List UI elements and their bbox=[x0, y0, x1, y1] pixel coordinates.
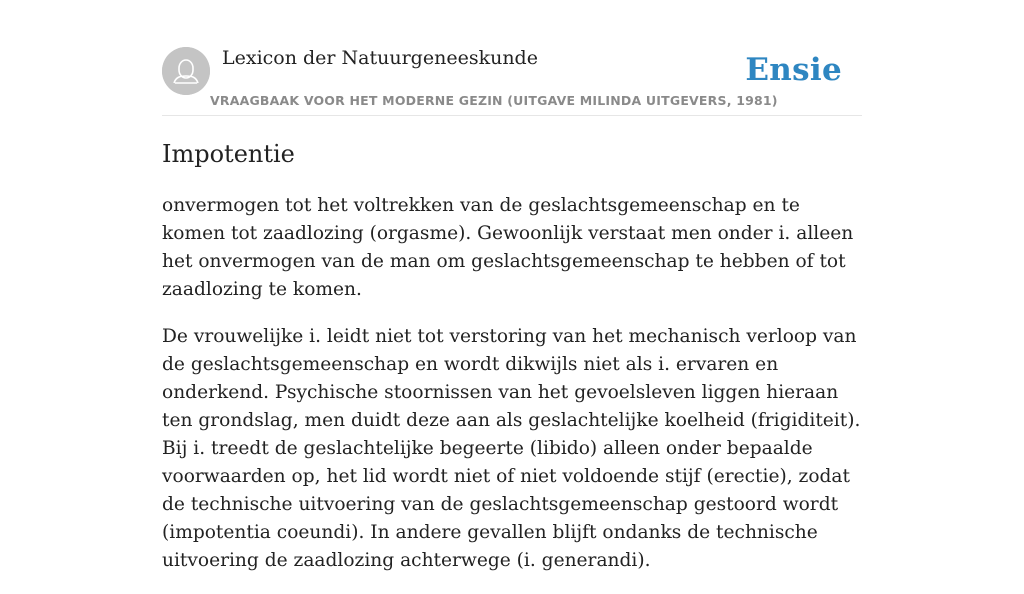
entry-paragraph: onvermogen tot het voltrekken van de geslachtsgemeenschap en te komen tot zaadlozing (orgasme). Gewoonlijk verstaat men onder i. alleen het onvermogen van de man om geslachtsgemeenschap te hebben of tot zaadlozing te komen. bbox=[162, 195, 854, 300]
header bbox=[162, 46, 862, 116]
lexicon-subtitle: VRAAGBAAK VOOR HET MODERNE GEZIN (UITGAVE MILINDA UITGEVERS, 1981) bbox=[210, 93, 778, 108]
brand-logo[interactable]: Ensie bbox=[745, 52, 842, 88]
entry-paragraph: De vrouwelijke i. leidt niet tot verstoring van het mechanisch verloop van de geslachtsgemeenschap en wordt dikwijls niet als i. ervaren en onderkend. Psychische stoornissen van het gevoelsleven liggen hieraan ten grondslag, men duidt deze aan als geslachtelijke koelheid (frigiditeit). Bij i. treedt de geslachtelijke begeerte (libido) alleen onder bepaalde voorwaarden op, het lid wordt niet of niet voldoende stijf (erectie), zodat de technische uitvoering van de geslachtsgemeenschap gestoord wordt (impotentia coeundi). In andere gevallen blijft ondanks de technische uitvoering de zaadlozing achterwege (i. generandi). bbox=[162, 326, 861, 571]
entry-content bbox=[162, 192, 866, 594]
user-avatar-icon[interactable] bbox=[162, 47, 210, 95]
entry-title: Impotentie bbox=[162, 140, 295, 168]
lexicon-title[interactable]: Lexicon der Natuurgeneeskunde bbox=[222, 47, 538, 69]
